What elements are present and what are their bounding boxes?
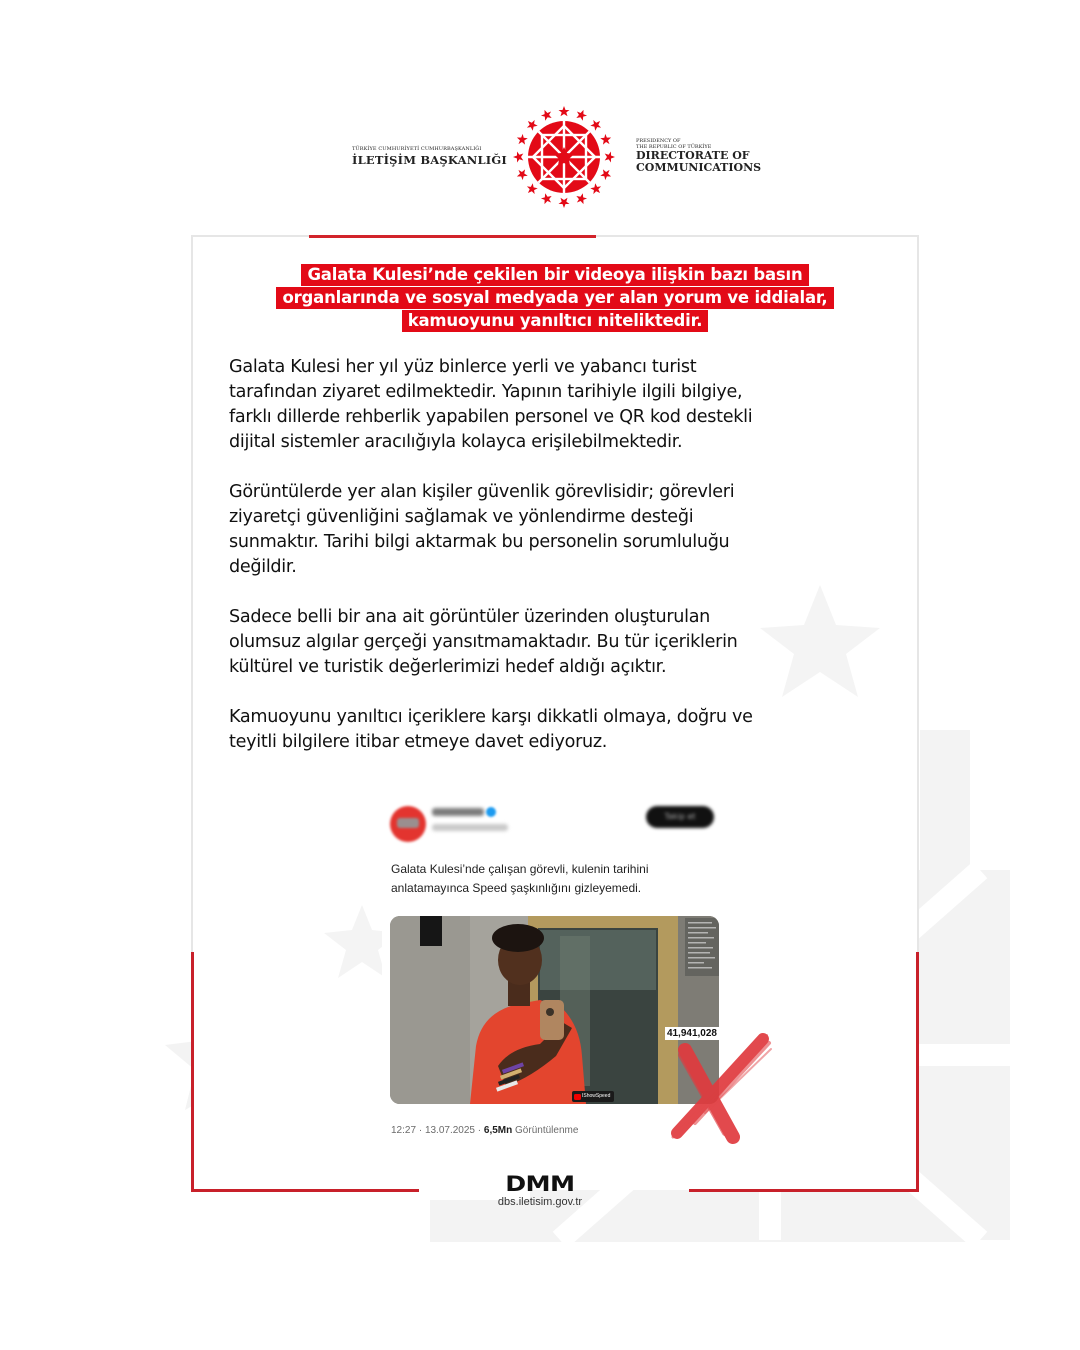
youtube-channel-tag: IShowSpeed [572, 1091, 614, 1102]
header-right-subtitle-1: PRESIDENCY OF [636, 138, 681, 144]
footer-url-link[interactable]: dbs.iletisim.gov.tr [497, 1196, 583, 1208]
tweet-text-line: Galata Kulesi’nde çalışan görevli, kulenin tarihini [391, 862, 649, 876]
paragraph-line: farklı dillerde rehberlik yapabilen personel ve QR kod destekli [229, 407, 753, 427]
paragraph-line: dijital sistemler aracılığıyla kolayca erişilebilmektedir. [229, 432, 683, 452]
headline-line-1: Galata Kulesi’nde çekilen bir videoya ilişkin bazı basın [301, 264, 808, 286]
header-right-title-1: DIRECTORATE OF [636, 149, 750, 162]
header-right-logotype [636, 138, 761, 174]
page-header [0, 100, 1080, 210]
tweet-author-handle-blurred [432, 824, 508, 831]
headline-banner [191, 264, 919, 333]
paragraph-line: sunmaktır. Tarihi bilgi aktarmak bu personelin sorumluluğu [229, 532, 730, 552]
header-left-logotype [352, 146, 507, 167]
tweet-view-count: 6,5Mn [483, 1125, 513, 1136]
header-right-subtitle-2: THE REPUBLIC OF TÜRKİYE [636, 144, 712, 150]
paragraph-line: Görüntülerde yer alan kişiler güvenlik görevlisidir; görevleri [229, 482, 735, 502]
header-left-title: İLETİŞİM BAŞKANLIĞI [352, 153, 507, 167]
tweet-text [391, 860, 716, 897]
dmm-logo: DMM [505, 1172, 575, 1196]
verified-badge-icon [486, 807, 496, 817]
header-left-subtitle: TÜRKİYE CUMHURİYETİ CUMHURBAŞKANLIĞI [352, 146, 482, 152]
statement-body [229, 355, 869, 780]
paragraph-line: Sadece belli bir ana ait görüntüler üzerinden oluşturulan [229, 607, 711, 627]
tweet-metadata [391, 1125, 578, 1136]
paragraph-line: teyitli bilgilere itibar etmeye davet ediyoruz. [229, 732, 608, 752]
page-footer [0, 1173, 1080, 1208]
paragraph-4 [229, 705, 869, 755]
tweet-avatar-blurred [390, 806, 426, 842]
paragraph-line: ziyaretçi güvenliğini sağlamak ve yönlendirme desteği [229, 507, 694, 527]
meta-separator: · [418, 1125, 423, 1136]
tweet-date: 13.07.2025 [424, 1125, 475, 1136]
tweet-author-name-blurred [432, 808, 484, 816]
paragraph-line: Kamuoyunu yanıltıcı içeriklere karşı dikkatli olmaya, doğru ve [229, 707, 753, 727]
follow-button-blurred [646, 806, 714, 828]
paragraph-line: olumsuz algılar gerçeği yansıtmamaktadır. Bu tür içeriklerin [229, 632, 738, 652]
tweet-views-label: Görüntülenme [515, 1125, 579, 1136]
follow-button-label: Takip et [664, 812, 696, 821]
tweet-text-line: anlatamayınca Speed şaşkınlığını gizleyemedi. [391, 880, 642, 895]
headline-line-3: kamuoyunu yanıltıcı niteliktedir. [402, 310, 709, 332]
paragraph-line: değildir. [229, 557, 297, 577]
paragraph-line: tarafından ziyaret edilmektedir. Yapının tarihiyle ilgili bilgiye, [229, 382, 743, 402]
meta-separator: · [477, 1125, 482, 1136]
presidency-emblem-icon [512, 105, 616, 209]
paragraph-3 [229, 605, 869, 680]
paragraph-2 [229, 480, 869, 580]
tweet-time: 12:27 [391, 1125, 417, 1136]
paragraph-line: kültürel ve turistik değerlerimizi hedef aldığı açıktır. [229, 657, 667, 677]
headline-line-2: organlarında ve sosyal medyada yer alan yorum ve iddialar, [276, 287, 833, 309]
header-right-title-2: COMMUNICATIONS [636, 161, 762, 174]
paragraph-line: Galata Kulesi her yıl yüz binlerce yerli ve yabancı turist [229, 357, 697, 377]
red-x-cross-icon [655, 1025, 775, 1145]
stream-viewer-count: 41,941,028 [666, 1028, 717, 1039]
paragraph-1 [229, 355, 869, 455]
